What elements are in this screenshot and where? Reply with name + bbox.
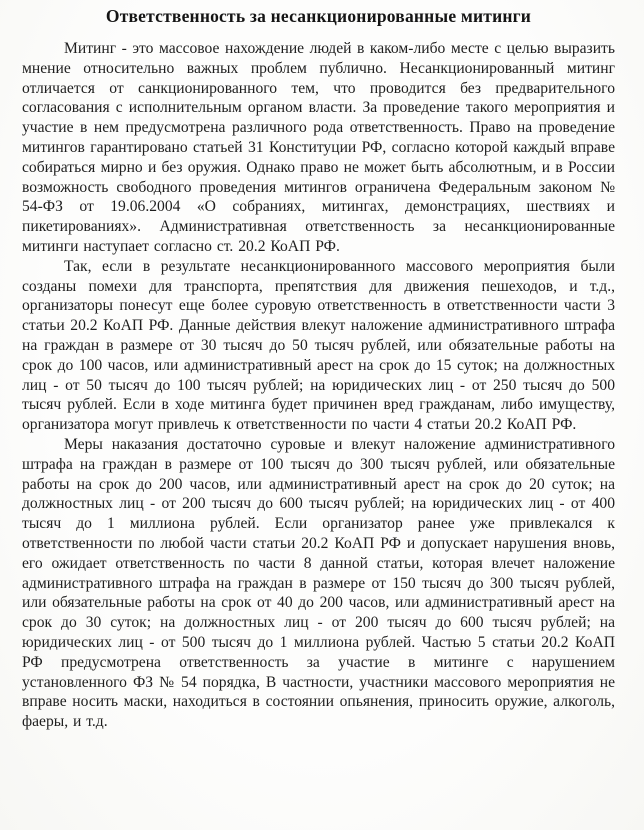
paragraph-intro: Митинг - это массовое нахождение людей в каком-либо месте с целью выразить мнение относительно важных проблем публично. Несанкционированный митинг отличается от санкционированного тем, что проводится без предварительного согласования с исполнительным органом власти. За проведение такого мероприятия и участие в нем предусмотрена различного рода ответственность. Право на проведение митингов гарантировано статьей 31 Конституции РФ, согласно которой каждый вправе собираться мирно и без оружия. Однако право не может быть абсолютным, и в России возможность свободного проведения митингов ограничена Федеральным законом № 54-ФЗ от 19.06.2004 «О собраниях, митингах, демонстрациях, шествиях и пикетированиях». Административная ответственность за несанкционированные митинги наступает согласно ст. 20.2 КоАП РФ. (22, 40, 615, 255)
paragraph-penalty-measures: Меры наказания достаточно суровые и влекут наложение административного штрафа на граждан в размере от 100 тысяч до 300 тысяч рублей, или обязательные работы на срок до 200 часов, или административный арест на срок до 20 суток; на должностных лиц - от 200 тысяч до 600 тысяч рублей; на юридических лиц - от 400 тысяч до 1 миллиона рублей. Если организатор ранее уже привлекался к ответственности по любой части статьи 20.2 КоАП РФ и допускает нарушения вновь, его ожидает ответственность по части 8 данной статьи, которая влечет наложение административного штрафа на граждан в размере от 150 тысяч до 300 тысяч рублей, или обязательные работы на срок от 40 до 200 часов, или административный арест на срок до 30 суток; на должностных лиц - от 200 тысяч до 600 тысяч рублей; на юридических лиц - от 500 тысяч до 1 миллиона рублей. Частью 5 статьи 20.2 КоАП РФ предусмотрена ответственность за участие в митинге с нарушением установленного ФЗ № 54 порядка, В частности, участники массового мероприятия не вправе носить маски, находиться в состоянии опьянения, приносить оружие, алкоголь, фаеры, и т.д. (22, 435, 615, 731)
document-title: Ответственность за несанкционированные митинги (105, 6, 532, 26)
paragraph-part3-sanctions: Так, если в результате несанкционированного массового мероприятия были созданы помехи для транспорта, препятствия для движения пешеходов, и т.д., организаторы понесут еще более суровую ответственность в ответственности части 3 статьи 20.2 КоАП РФ. Данные действия влекут наложение административного штрафа на граждан в размере от 30 тысяч до 50 тысяч рублей, или обязательные работы на срок до 100 часов, или административный арест на срок до 15 суток; на должностных лиц - от 50 тысяч до 100 тысяч рублей; на юридических лиц - от 250 тысяч до 500 тысяч рублей. Если в ходе митинга будет причинен вред гражданам, либо имуществу, организатора могут привлечь к ответственности по части 4 статьи 20.2 КоАП РФ. (22, 257, 615, 434)
